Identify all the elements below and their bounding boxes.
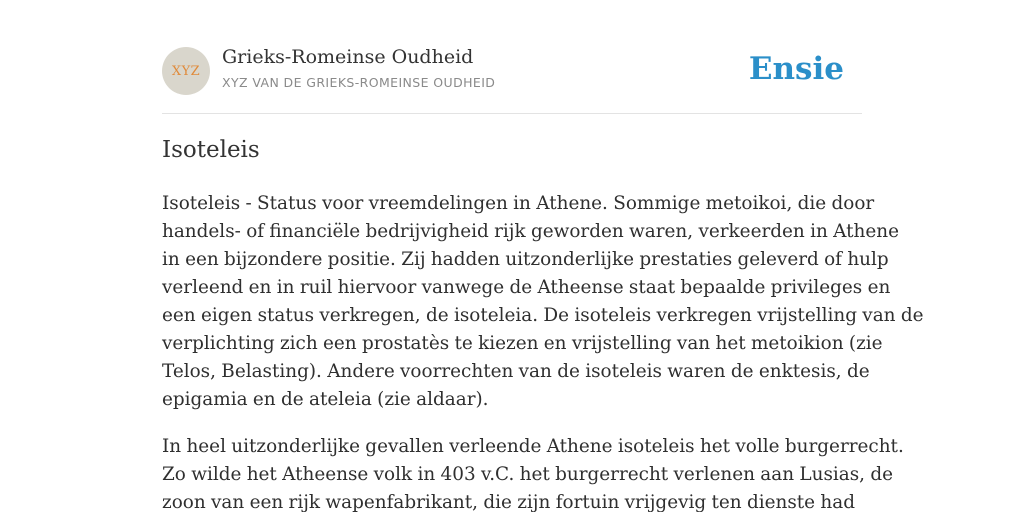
source-header: [162, 46, 862, 96]
avatar[interactable]: XYZ: [162, 47, 210, 95]
source-title[interactable]: Grieks-Romeinse Oudheid: [222, 46, 474, 68]
article-body: [162, 190, 924, 512]
source-subtitle: XYZ VAN DE GRIEKS-ROMEINSE OUDHEID: [222, 75, 496, 90]
paragraph: [162, 433, 904, 512]
article-title: Isoteleis: [162, 137, 260, 163]
text-line: Zo wilde het Atheense volk in 403 v.C. het burgerrecht verlenen aan Lusias, de: [162, 464, 894, 485]
text-line: verleend en in ruil hiervoor vanwege de Atheense staat bepaalde privileges en: [162, 277, 891, 298]
text-line: Telos, Belasting). Andere voorrechten van de isoteleis waren de enktesis, de: [162, 361, 870, 382]
text-line: Isoteleis - Status voor vreemdelingen in Athene. Sommige metoikoi, die door: [162, 193, 875, 214]
text-line: handels- of financiële bedrijvigheid rijk geworden waren, verkeerden in Athene: [162, 221, 899, 242]
text-line: zoon van een rijk wapenfabrikant, die zijn fortuin vrijgevig ten dienste had: [162, 492, 855, 512]
text-line: een eigen status verkregen, de isoteleia. De isoteleis verkregen vrijstelling van de: [162, 305, 924, 326]
paragraph: [162, 190, 924, 414]
text-line: in een bijzondere positie. Zij hadden uitzonderlijke prestaties geleverd of hulp: [162, 249, 889, 270]
text-line: epigamia en de ateleia (zie aldaar).: [162, 389, 489, 410]
text-line: In heel uitzonderlijke gevallen verleende Athene isoteleis het volle burgerrecht.: [162, 436, 904, 457]
brand-logo[interactable]: Ensie: [748, 51, 844, 87]
header-divider: [162, 113, 862, 114]
text-line: verplichting zich een prostatès te kiezen en vrijstelling van het metoikion (zie: [162, 333, 883, 354]
